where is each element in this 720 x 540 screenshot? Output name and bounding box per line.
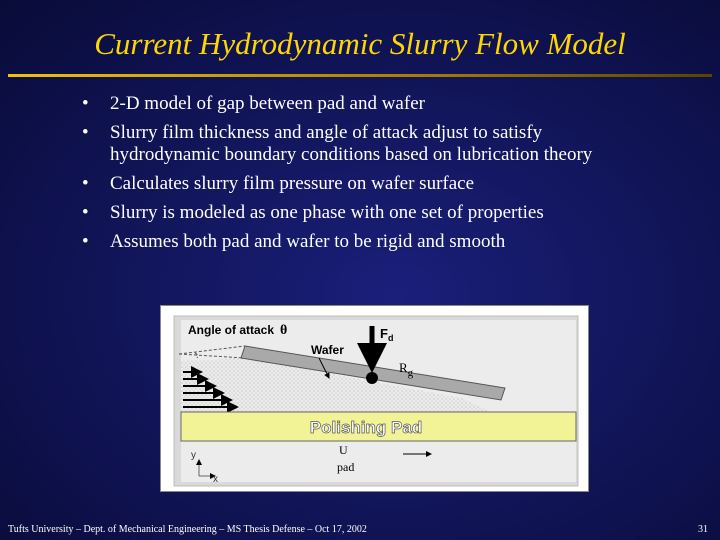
bullet-text: Assumes both pad and wafer to be rigid and smooth <box>110 231 506 252</box>
bullet-item <box>82 173 642 195</box>
footer-text: Tufts University – Dept. of Mechanical Engineering – MS Thesis Defense – Oct 17, 2002 <box>8 524 367 535</box>
bullet-item <box>82 93 642 115</box>
slurry-flow-diagram <box>160 305 589 492</box>
bullet-item <box>82 202 642 224</box>
title-underline <box>8 74 712 77</box>
rg-label: $R_g$ <box>399 360 414 379</box>
bullet-dot: • <box>82 93 89 114</box>
y-axis-label: y <box>191 450 196 461</box>
velocity-label: U <box>339 443 348 457</box>
bullet-dot: • <box>82 202 89 223</box>
bullet-text: Calculates slurry film pressure on wafer surface <box>110 173 475 194</box>
bullet-item <box>82 122 642 166</box>
x-axis-label: x <box>213 474 218 485</box>
page-number: 31 <box>698 524 708 535</box>
slide-title: Current Hydrodynamic Slurry Flow Model <box>94 26 626 61</box>
bullet-text: Slurry film thickness and angle of attack adjust to satisfy hydrodynamic boundary conditions based on lubrication theory <box>110 122 593 165</box>
bullet-dot: • <box>82 122 89 143</box>
force-label: $F_d$ <box>380 326 394 343</box>
diagram-svg <box>161 306 588 491</box>
bullet-dot: • <box>82 231 89 252</box>
velocity-sub-label: pad <box>337 460 355 474</box>
bullet-text: Slurry is modeled as one phase with one set of properties <box>110 202 544 223</box>
bullet-item <box>82 231 642 253</box>
bullet-dot: • <box>82 173 89 194</box>
bullet-list <box>82 93 642 260</box>
wafer-label: Wafer <box>311 343 344 357</box>
pad-label: Polishing Pad <box>309 418 423 437</box>
pivot-point <box>366 372 378 384</box>
bullet-text: 2-D model of gap between pad and wafer <box>110 93 425 114</box>
angle-label: Angle of attack θ <box>188 323 288 338</box>
